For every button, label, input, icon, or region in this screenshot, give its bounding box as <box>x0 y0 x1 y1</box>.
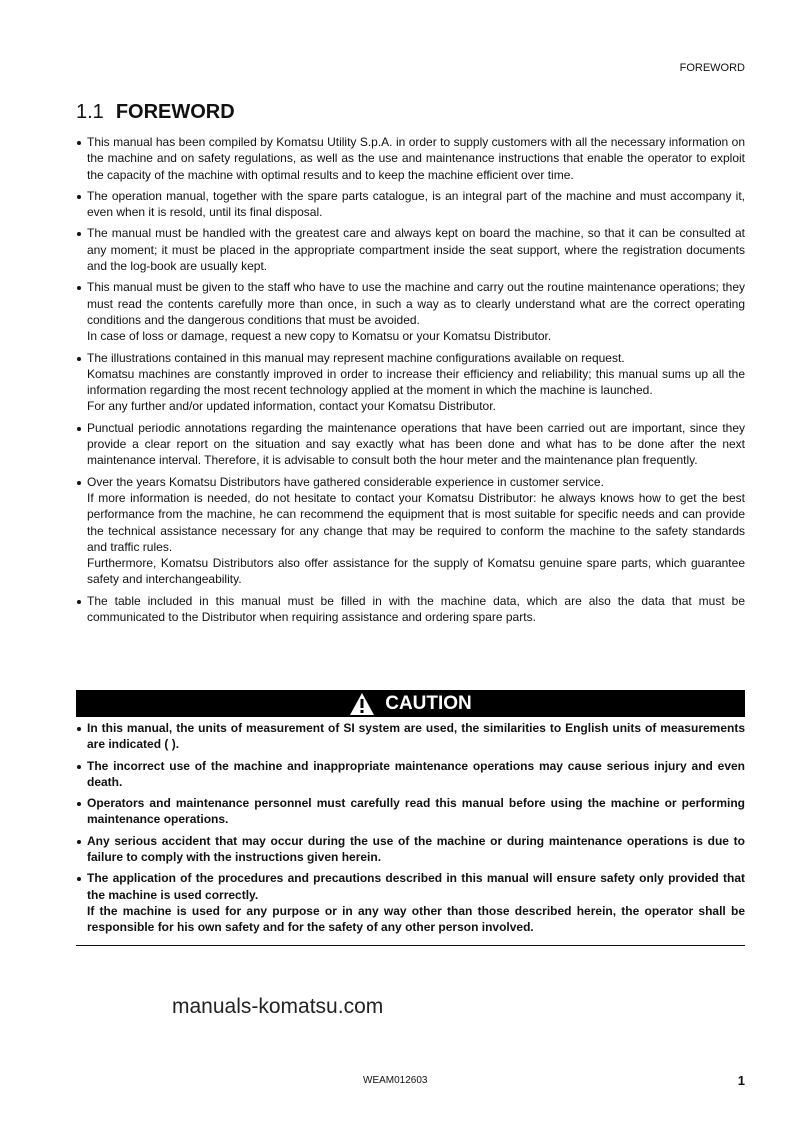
list-item <box>76 350 745 415</box>
bullet-icon <box>77 286 81 290</box>
list-item <box>76 758 745 791</box>
caution-list <box>76 720 745 941</box>
paragraph: This manual must be given to the staff who have to use the machine and carry out the routine maintenance operations; they must read the contents carefully more than once, in such a way as to clearly understand what are the correct operating conditions and the dangerous conditions that must be avoided. <box>87 280 745 327</box>
list-item <box>76 134 745 183</box>
paragraph: Punctual periodic annotations regarding the maintenance operations that have been carried out are important, since they provide a clear report on the situation and say exactly what has been done and what has to be done after the next maintenance interval. Therefore, it is advisable to consult both the hour meter and the maintenance plan frequently. <box>87 420 745 468</box>
list-item <box>76 833 745 866</box>
paragraph: If the machine is used for any purpose or in any way other than those described herein, the operator shall be responsible for his own safety and for the safety of any other person involved. <box>87 903 745 935</box>
list-item <box>76 474 745 588</box>
paragraph: In this manual, the units of measurement of SI system are used, the similarities to English units of measurements are indicated ( ). <box>87 721 745 752</box>
bullet-icon <box>77 141 81 145</box>
bullet-icon <box>77 877 81 881</box>
document-code: WEAM012603 <box>363 1075 428 1086</box>
page-number: 1 <box>737 1073 745 1088</box>
foreword-list <box>76 134 745 630</box>
paragraph: Any serious accident that may occur during the use of the machine or during maintenance operations is due to failure to comply with the instructions given herein. <box>87 833 745 865</box>
divider <box>76 945 745 946</box>
paragraph: This manual has been compiled by Komatsu Utility S.p.A. in order to supply customers with all the necessary information on the machine and on safety regulations, as well as the use and maintenance instructions that enable the operator to exploit the capacity of the machine with optimal results and to keep the machine efficient over time. <box>87 135 745 182</box>
bullet-icon <box>77 232 81 236</box>
running-header: FOREWORD <box>679 62 745 74</box>
paragraph: The manual must be handled with the greatest care and always kept on board the machine, so that it can be consulted at any moment; it must be placed in the appropriate compartment inside the seat support, where the registration documents and the log-book are usually kept. <box>87 226 745 274</box>
bullet-icon <box>77 802 81 806</box>
list-item <box>76 188 745 221</box>
list-item <box>76 870 745 935</box>
list-item <box>76 593 745 626</box>
paragraph: The incorrect use of the machine and inappropriate maintenance operations may cause serious injury and even death. <box>87 758 745 789</box>
paragraph: Komatsu machines are constantly improved in order to increase their efficiency and reliability; this manual sums up all the information regarding the most recent technology applied at the moment in which the machine is launched. <box>87 366 745 398</box>
paragraph: The application of the procedures and precautions described in this manual will ensure safety only provided that the machine is used correctly. <box>87 871 745 902</box>
paragraph: For any further and/or updated information, contact your Komatsu Distributor. <box>87 399 496 414</box>
bullet-icon <box>77 765 81 769</box>
section-number: 1.1 <box>76 101 104 123</box>
caution-banner <box>76 690 745 717</box>
bullet-icon <box>77 481 81 485</box>
caution-label: CAUTION <box>385 692 472 714</box>
bullet-icon <box>77 195 81 199</box>
list-item <box>76 795 745 828</box>
paragraph: The table included in this manual must be filled in with the machine data, which are also the data that must be communicated to the Distributor when requiring assistance and ordering spare parts. <box>87 593 745 625</box>
bullet-icon <box>77 600 81 604</box>
warning-triangle-icon <box>349 692 375 716</box>
paragraph: If more information is needed, do not hesitate to contact your Komatsu Distributor: he always knows how to get the best performance from the machine, he can recommend the equipment that is most suitable for specific needs and can provide the technical assistance necessary for any change that may be required to conform the machine to the safety standards and traffic rules. <box>87 490 745 554</box>
paragraph: The illustrations contained in this manual may represent machine configurations available on request. <box>87 350 625 365</box>
bullet-icon <box>77 427 81 431</box>
paragraph: In case of loss or damage, request a new copy to Komatsu or your Komatsu Distributor. <box>87 329 552 344</box>
paragraph: The operation manual, together with the spare parts catalogue, is an integral part of the machine and must accompany it, even when it is resold, until its final disposal. <box>87 188 745 220</box>
bullet-icon <box>77 727 81 731</box>
bullet-icon <box>77 357 81 361</box>
section-title-text: FOREWORD <box>115 101 235 123</box>
list-item <box>76 225 745 274</box>
bullet-icon <box>77 840 81 844</box>
paragraph: Over the years Komatsu Distributors have gathered considerable experience in customer service. <box>87 474 604 489</box>
paragraph: Operators and maintenance personnel must carefully read this manual before using the machine or performing maintenance operations. <box>87 796 745 827</box>
list-item <box>76 420 745 469</box>
list-item <box>76 279 745 344</box>
list-item <box>76 720 745 753</box>
watermark: manuals-komatsu.com <box>172 995 384 1018</box>
paragraph: Furthermore, Komatsu Distributors also offer assistance for the supply of Komatsu genuine spare parts, which guarantee safety and interchangeability. <box>87 556 745 587</box>
section-title <box>76 101 235 124</box>
